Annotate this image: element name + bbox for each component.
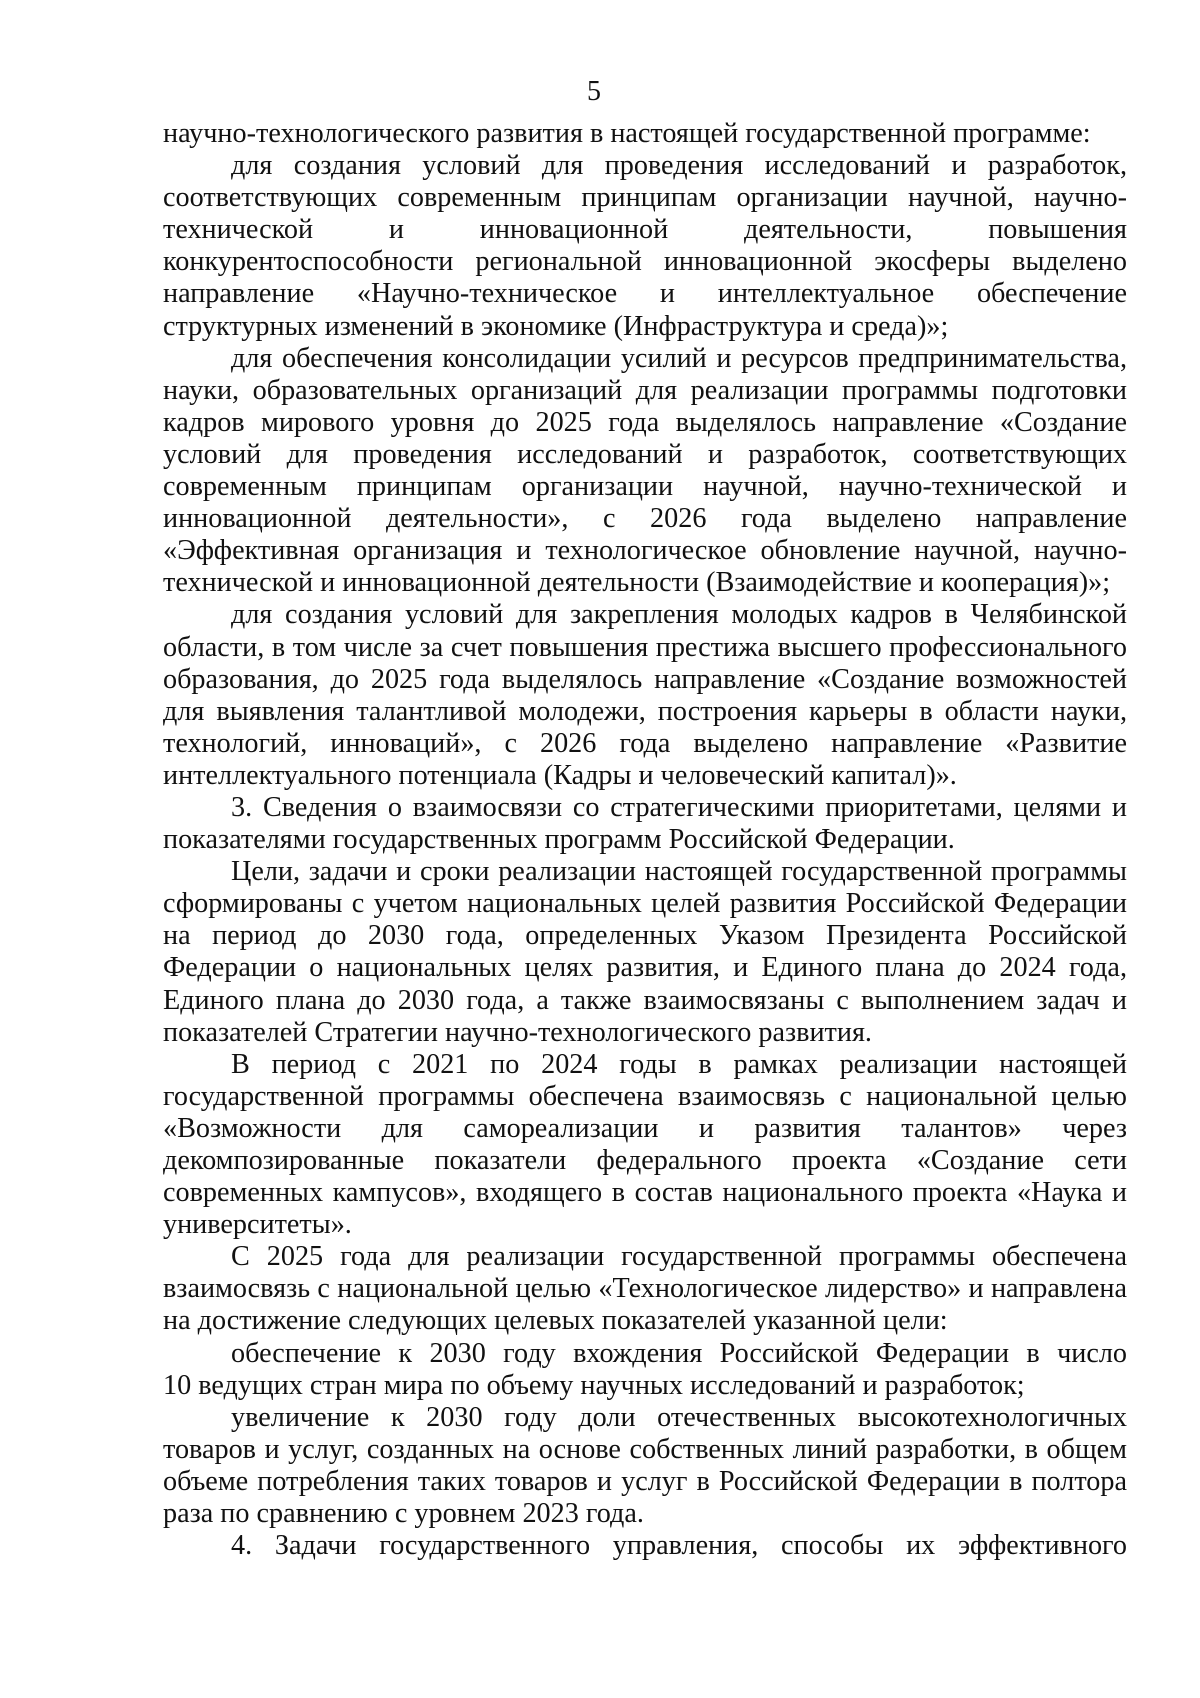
text-line: технической и инновационной деятельности, повышения — [163, 214, 1127, 246]
text-line: объеме потребления таких товаров и услуг в Российской Федерации в полтора — [163, 1465, 1127, 1497]
text-line: сформированы с учетом национальных целей развития Российской Федерации — [163, 888, 1127, 920]
text-line: 3. Сведения о взаимосвязи со стратегическими приоритетами, целями и — [231, 791, 1127, 823]
text-line: технологий, инноваций», с 2026 года выделено направление «Развитие — [163, 727, 1127, 759]
text-line: области, в том числе за счет повышения престижа высшего профессионального — [163, 631, 1127, 663]
text-line: обеспечение к 2030 году вхождения Российской Федерации в число — [231, 1337, 1127, 1369]
text-line: на период до 2030 года, определенных Указом Президента Российской — [163, 920, 1127, 952]
text-line: 4. Задачи государственного управления, способы их эффективного — [231, 1530, 1127, 1562]
text-line: образования, до 2025 года выделялось направление «Создание возможностей — [163, 663, 1127, 695]
text-line: технической и инновационной деятельности (Взаимодействие и кооперация)»; — [163, 567, 1111, 599]
text-line: условий для проведения исследований и разработок, соответствующих — [163, 438, 1127, 470]
text-line: показателями государственных программ Российской Федерации. — [163, 824, 955, 856]
text-line: кадров мирового уровня до 2025 года выделялось направление «Создание — [163, 406, 1127, 438]
text-line: научно-технологического развития в настоящей государственной программе: — [163, 118, 1091, 149]
text-line: для выявления талантливой молодежи, построения карьеры в области науки, — [163, 695, 1127, 727]
text-line: показателей Стратегии научно-технологического развития. — [163, 1016, 872, 1048]
text-line: инновационной деятельности», с 2026 года выделено направление — [163, 503, 1127, 535]
text-line: декомпозированные показатели федерального проекта «Создание сети — [163, 1145, 1127, 1176]
page-number: 5 — [587, 76, 601, 107]
text-line: Единого плана до 2030 года, а также взаимосвязаны с выполнением задач и — [163, 984, 1127, 1016]
text-line: С 2025 года для реализации государственной программы обеспечена — [231, 1241, 1127, 1273]
text-line: Федерации о национальных целях развития, и Единого плана до 2024 года, — [163, 952, 1127, 984]
text-line: раза по сравнению с уровнем 2023 года. — [163, 1498, 644, 1530]
text-line: для обеспечения консолидации усилий и ресурсов предпринимательства, — [231, 342, 1127, 374]
text-line: для создания условий для закрепления молодых кадров в Челябинской — [231, 599, 1127, 631]
text-line: конкурентоспособности региональной инновационной экосферы выделено — [163, 246, 1127, 278]
text-line: «Возможности для самореализации и развития талантов» через — [163, 1112, 1127, 1144]
text-line: направление «Научно-техническое и интеллектуальное обеспечение — [163, 278, 1127, 310]
text-line: 10 ведущих стран мира по объему научных исследований и разработок; — [163, 1369, 1025, 1401]
text-line: для создания условий для проведения исследований и разработок, — [231, 150, 1127, 182]
text-line: современным принципам организации научной, научно-технической и — [163, 471, 1127, 503]
text-line: интеллектуального потенциала (Кадры и человеческий капитал)». — [163, 759, 957, 791]
text-line: В период с 2021 по 2024 годы в рамках реализации настоящей — [231, 1048, 1127, 1080]
text-line: на достижение следующих целевых показателей указанной цели: — [163, 1305, 948, 1337]
text-line: увеличение к 2030 году доли отечественных высокотехнологичных — [231, 1401, 1127, 1433]
text-line: Цели, задачи и сроки реализации настоящей государственной программы — [231, 856, 1127, 888]
text-line: соответствующих современным принципам организации научной, научно- — [163, 182, 1127, 214]
text-line: университеты». — [163, 1209, 352, 1241]
document-body — [163, 118, 1127, 1562]
text-line: взаимосвязь с национальной целью «Технологическое лидерство» и направлена — [163, 1273, 1127, 1305]
text-line: науки, образовательных организаций для реализации программы подготовки — [163, 374, 1127, 406]
text-line: товаров и услуг, созданных на основе собственных линий разработки, в общем — [163, 1433, 1127, 1465]
text-line: государственной программы обеспечена взаимосвязь с национальной целью — [163, 1080, 1127, 1112]
text-line: современных кампусов», входящего в состав национального проекта «Наука и — [163, 1177, 1127, 1209]
text-line: «Эффективная организация и технологическое обновление научной, научно- — [163, 535, 1127, 567]
text-line: структурных изменений в экономике (Инфраструктура и среда)»; — [163, 310, 949, 342]
